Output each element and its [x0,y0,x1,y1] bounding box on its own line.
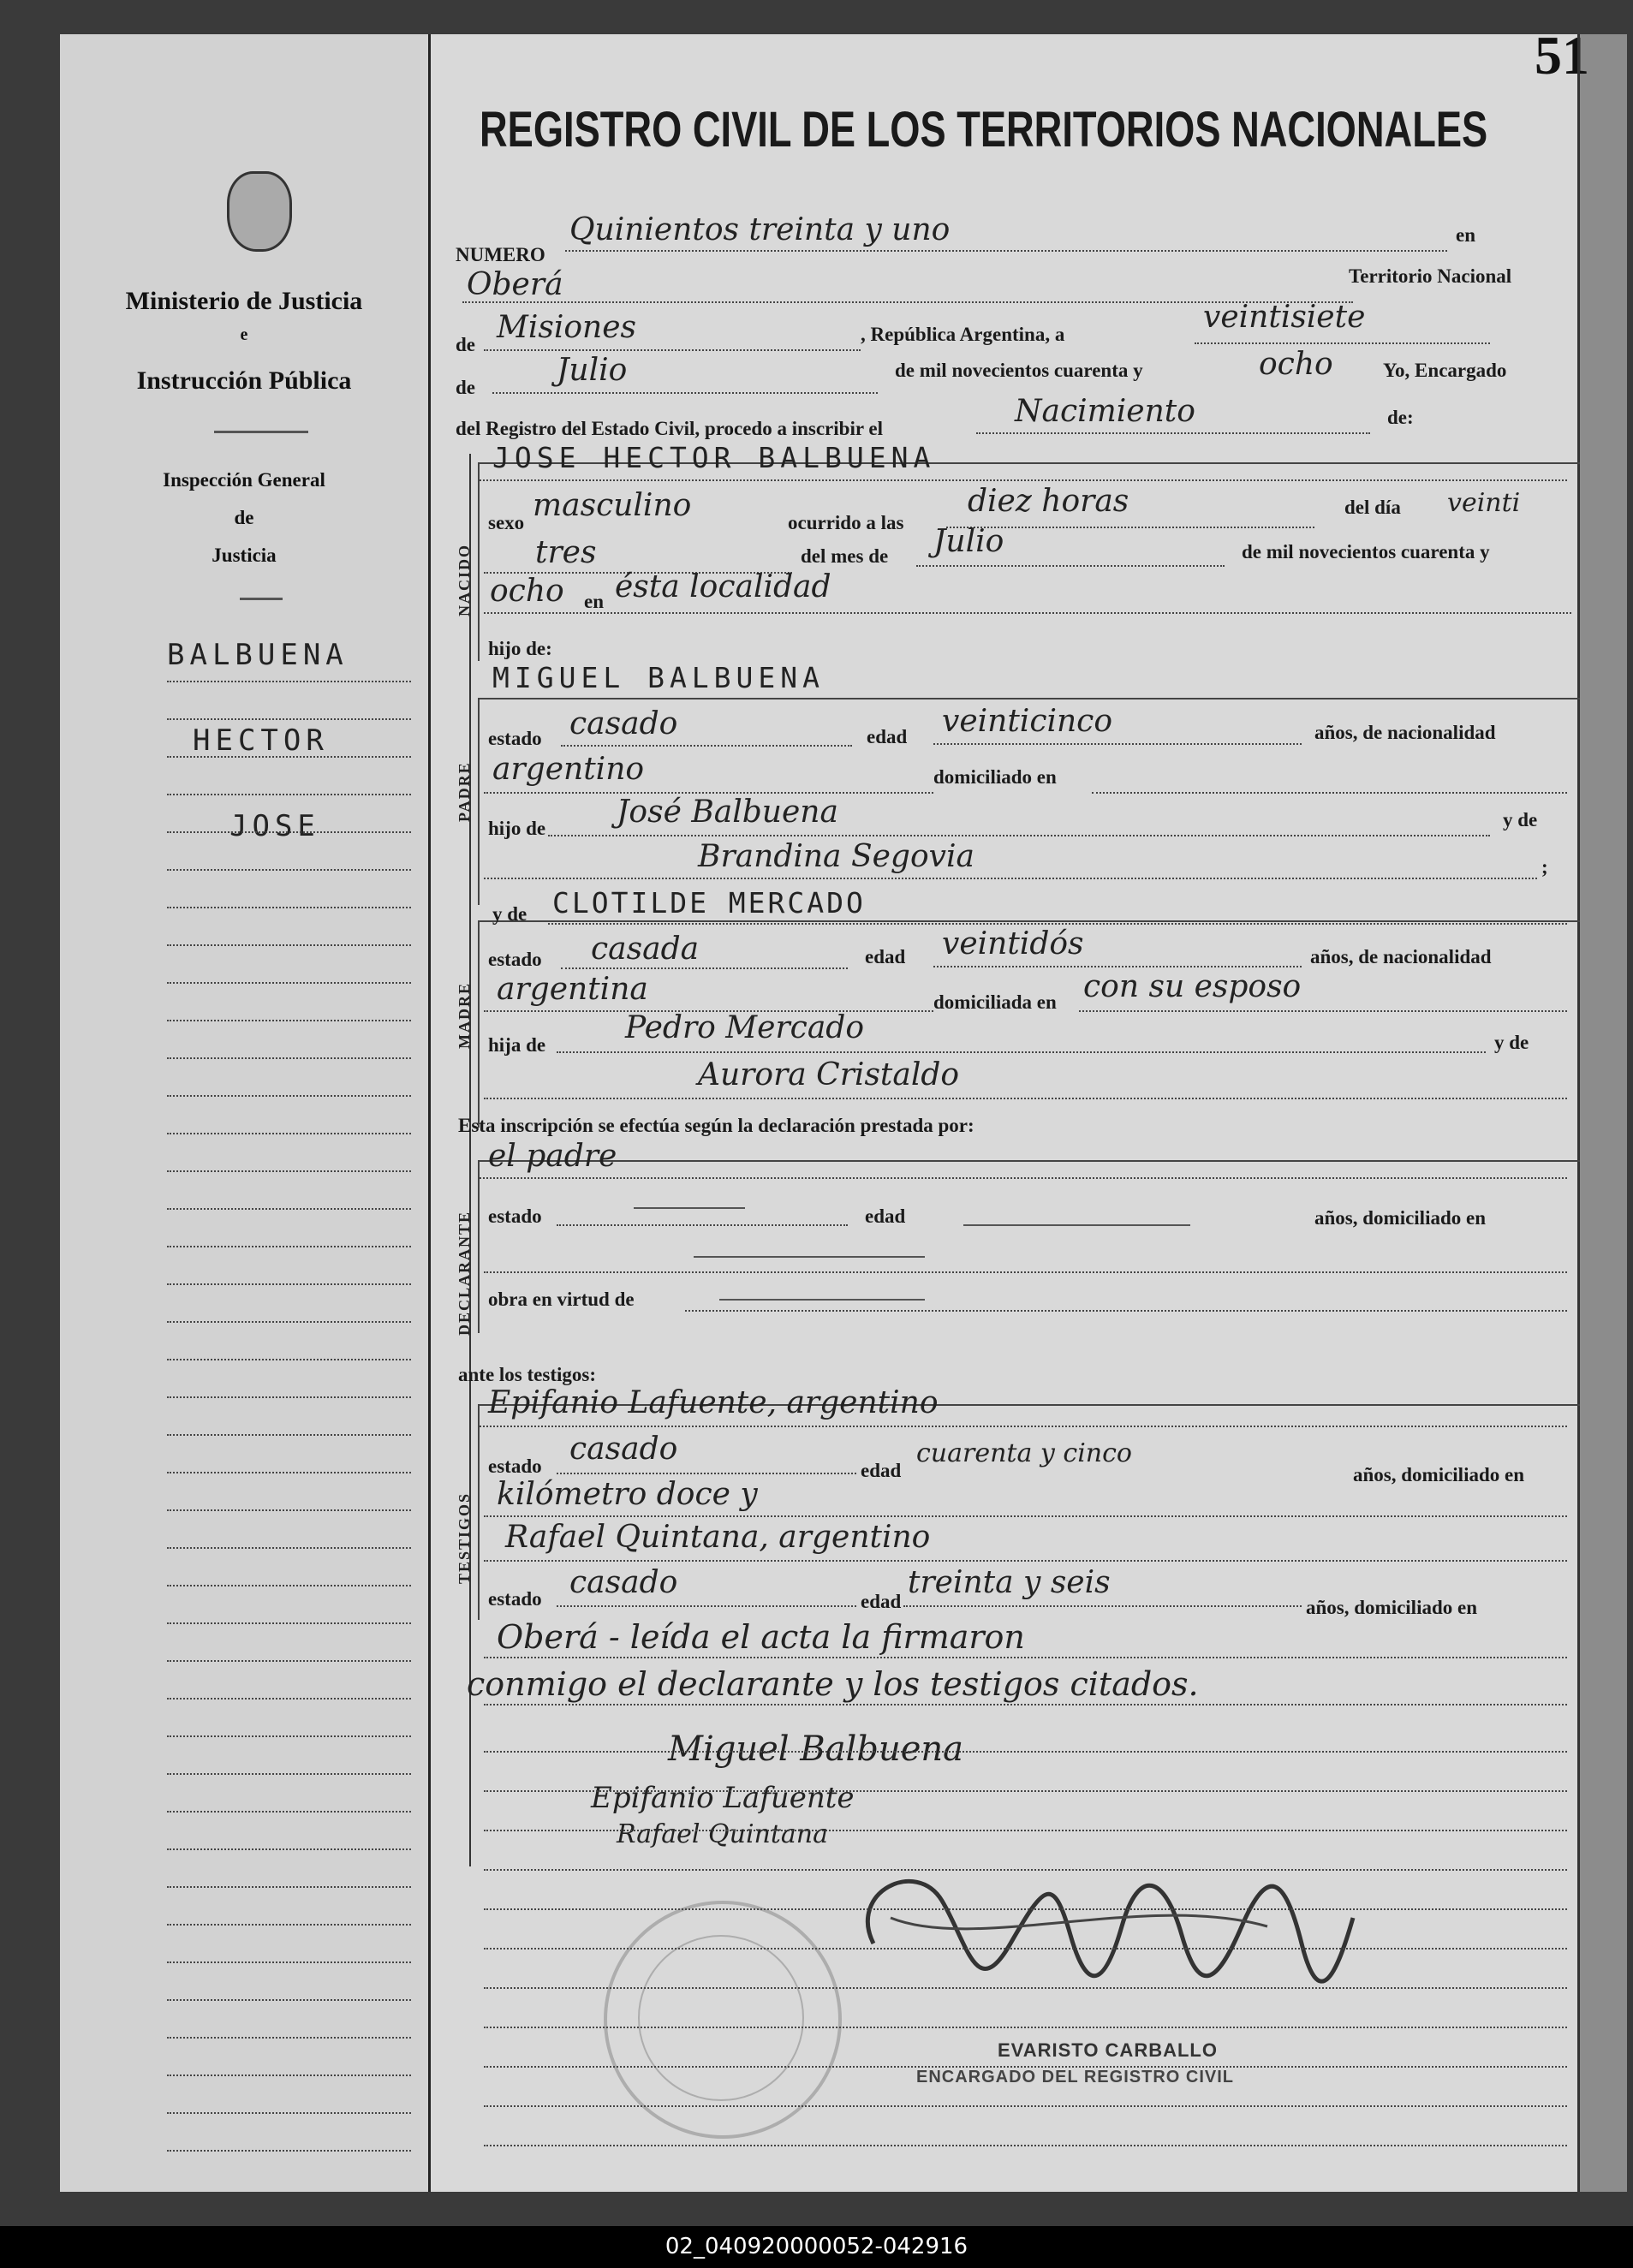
dotline [480,698,1567,699]
label-anos-dom-testigo1: años, domiciliado en [1353,1464,1525,1485]
section-label-declarante: DECLARANTE [456,1210,473,1336]
margin-ruled-line [167,1509,411,1511]
label-de-mil-y: de mil novecientos cuarenta y [1242,541,1490,563]
entry-dia-nac1: veinti [1447,488,1521,518]
label-domiciliado-padre: domiciliado en [933,766,1057,788]
label-inscripcion: Esta inscripción se efectúa según la declaración prestada por: [458,1115,974,1136]
entry-dia-nac2: tres [535,535,597,570]
dotline [557,1051,1486,1053]
entry-cierre2: conmigo el declarante y los testigos citados. [467,1665,1199,1703]
label-de-mil: de mil novecientos cuarenta y [895,360,1143,381]
ministry-line1: Ministerio de Justicia [125,287,363,315]
ministry-line3: Instrucción Pública [136,366,352,395]
form-left-rule [469,454,471,1866]
margin-ruled-line [167,1585,411,1586]
margin-ruled-line [167,718,411,720]
label-del-registro: del Registro del Estado Civil, procedo a inscribir el [456,418,883,439]
label-domiciliada: domiciliada en [933,991,1057,1013]
margin-ruled-line [167,1170,411,1172]
label-anos-nac-padre: años, de nacionalidad [1314,722,1496,743]
ministry-line2: e [240,325,248,344]
dotline [1092,792,1567,794]
margin-ruled-line [167,2075,411,2076]
label-estado-madre: estado [488,949,542,970]
dotline [484,1657,1567,1658]
entry-testigo1-dom: kilómetro doce y [497,1477,758,1512]
page-ruled-line [484,1830,1567,1831]
margin-ruled-line [167,2150,411,2152]
label-anos-dom-declarante: años, domiciliado en [1314,1207,1487,1229]
image-caption: 02_040920000052-042916 [0,2226,1633,2268]
dash-estado [634,1207,745,1209]
dotline [484,1515,1567,1517]
dotline [484,612,1571,614]
margin-ruled-line [167,944,411,946]
label-obra: obra en virtud de [488,1289,635,1310]
entry-lugar-nac: ésta localidad [615,569,831,604]
left-margin-column [60,34,431,2192]
label-edad-testigo2: edad [861,1591,902,1612]
dotline [685,1310,1567,1312]
label-territorio: Territorio Nacional [1349,265,1512,287]
label-hija-de: hija de [488,1034,546,1056]
dotline [484,1098,1567,1099]
margin-ruled-line [167,681,411,682]
entry-testigo1-estado: casado [569,1432,678,1467]
entry-padre-edad: veinticinco [942,704,1113,739]
margin-ruled-line [167,1321,411,1323]
dotline [492,392,878,394]
inspeccion-line1: Inspección General [163,469,325,491]
entry-acto: Nacimiento [1015,394,1195,429]
section-label-nacido: NACIDO [456,543,473,616]
officer-name: EVARISTO CARBALLO [998,2039,1218,2061]
dotline [484,1271,1567,1273]
label-anos-nac-madre: años, de nacionalidad [1310,946,1492,967]
page-ruled-line [484,2145,1567,2146]
margin-ruled-line [167,1698,411,1700]
dotline [557,1605,856,1607]
margin-ruled-line [167,1434,411,1436]
margin-name1: HECTOR [193,723,329,758]
page-title: REGISTRO CIVIL DE LOS TERRITORIOS NACIONALES [480,102,1488,158]
entry-madre-dom: con su esposo [1083,969,1302,1004]
label-edad-padre: edad [867,726,908,747]
entry-madre-madre: Aurora Cristaldo [698,1057,960,1092]
entry-madre: CLOTILDE MERCADO [552,886,866,920]
margin-ruled-line [167,1396,411,1398]
entry-madre-padre: Pedro Mercado [625,1010,864,1045]
margin-ruled-line [167,869,411,871]
margin-ruled-line [167,1095,411,1097]
dotline [1079,1010,1567,1012]
margin-ruled-line [167,831,411,833]
margin-ruled-line [167,1622,411,1624]
margin-ruled-line [167,756,411,758]
page-ruled-line [484,2027,1567,2028]
margin-ruled-line [167,1472,411,1473]
entry-testigo2: Rafael Quintana, argentino [505,1520,931,1555]
declarante-bracket [478,1160,1580,1333]
label-yo-encargado: Yo, Encargado [1383,360,1507,381]
entry-madre-estado: casada [591,932,700,967]
entry-padre: MIGUEL BALBUENA [492,661,825,694]
label-estado-declarante: estado [488,1205,542,1227]
entry-dia: veintisiete [1203,300,1366,335]
dotline [484,1704,1567,1705]
dotline [484,878,1537,879]
margin-surname: BALBUENA [167,638,349,672]
label-hijo-de: hijo de: [488,638,552,659]
margin-ruled-line [167,1283,411,1285]
page-ruled-line [484,2066,1567,2068]
dotline [557,1224,848,1226]
label-del-dia: del día [1344,497,1401,518]
entry-declarante: el padre [488,1139,617,1174]
label-edad-madre: edad [865,946,906,967]
page-ruled-line [484,1790,1567,1792]
dotline [561,967,848,969]
entry-anio-nac: ocho [490,574,564,609]
margin-ruled-line [167,1133,411,1134]
entry-mes: Julio [557,353,628,388]
margin-ruled-line [167,2112,411,2114]
entry-mes-nac: Julio [933,524,1004,559]
margin-ruled-line [167,2037,411,2039]
dotline [565,250,1447,252]
margin-ruled-line [167,1773,411,1775]
entry-lugar: Oberá [467,267,563,302]
entry-madre-edad: veintidós [942,926,1084,961]
label-sexo: sexo [488,512,525,533]
dotline [976,432,1370,434]
coat-of-arms-icon [227,171,292,252]
officer-signature [839,1841,1370,2021]
margin-ruled-line [167,1848,411,1850]
entry-sexo: masculino [533,488,692,523]
margin-ruled-line [167,1886,411,1888]
margin-ruled-line [167,1547,411,1549]
section-label-padre: PADRE [456,761,473,822]
page-ruled-line [484,1751,1567,1753]
dotline [1195,342,1490,344]
dotline [933,743,1302,745]
label-de-colon: de: [1387,407,1414,428]
margin-ruled-line [167,1961,411,1963]
signature-padre: Miguel Balbuena [668,1729,963,1769]
civil-registry-stamp-inner [638,1935,804,2101]
dash-edad [963,1224,1190,1226]
margin-ruled-line [167,907,411,908]
entry-anio: ocho [1259,347,1333,382]
dotline [480,1177,1567,1179]
inspeccion-line3: Justicia [212,545,277,566]
dash-domicilio [694,1256,925,1258]
entry-hora: diez horas [968,484,1129,519]
page-ruled-line [484,1948,1567,1950]
page-edge [1580,34,1627,2192]
label-y-de-padre: y de [1503,809,1538,830]
margin-ruled-line [167,1246,411,1247]
label-y-de-madre-name: y de [492,903,527,925]
page-ruled-line [484,1908,1567,1910]
label-estado-padre: estado [488,728,542,749]
margin-ruled-line [167,1208,411,1210]
entry-testigo2-edad: treinta y seis [908,1565,1111,1600]
dotline [548,835,1490,836]
label-y-de-madre: y de [1494,1032,1529,1053]
signature-testigo2: Rafael Quintana [617,1819,829,1849]
inspeccion-line2: de [234,507,254,528]
label-ocurrido: ocurrido a las [788,512,904,533]
folio-number: 51 [1535,25,1589,86]
entry-padre-estado: casado [569,706,678,741]
page-ruled-line [484,1869,1567,1871]
label-numero: NUMERO [456,244,545,265]
entry-testigo2-estado: casado [569,1565,678,1600]
label-anos-dom-testigo2: años, domiciliado en [1306,1597,1478,1618]
label-hijo-de-2: hijo de [488,818,546,839]
signature-testigo1: Epifanio Lafuente [591,1781,855,1815]
entry-territorio: Misiones [497,310,637,345]
margin-ruled-line [167,1924,411,1926]
label-de: de [456,334,475,355]
label-en-lugar: en [584,591,604,612]
dotline [484,1560,1567,1562]
dotline [480,479,1567,481]
inspeccion-divider [240,598,283,600]
page-ruled-line [484,1987,1567,1989]
dotline [933,966,1302,967]
label-edad-testigo1: edad [861,1460,902,1481]
margin-ruled-line [167,982,411,984]
entry-nombre: JOSE HECTOR BALBUENA [492,441,936,474]
margin-ruled-line [167,1735,411,1737]
dotline [484,349,861,351]
entry-madre-nac: argentina [497,972,648,1007]
entry-testigo1-edad: cuarenta y cinco [916,1438,1132,1468]
ministry-divider [214,431,308,433]
margin-ruled-line [167,1359,411,1360]
entry-cierre1: Oberá - leída el acta la firmaron [497,1618,1025,1656]
label-de-2: de [456,377,475,398]
margin-ruled-line [167,1660,411,1662]
entry-padre-padre: José Balbuena [617,795,838,830]
label-del-mes: del mes de [801,545,889,567]
page-ruled-line [484,2105,1567,2107]
margin-ruled-line [167,794,411,795]
section-label-testigos: TESTIGOS [456,1491,473,1584]
entry-numero: Quinientos treinta y uno [569,212,951,247]
section-label-madre: MADRE [456,982,473,1049]
entry-padre-madre: Brandina Segovia [698,839,974,874]
label-ante-testigos: ante los testigos: [458,1364,596,1385]
margin-ruled-line [167,1811,411,1813]
margin-ruled-line [167,1999,411,2001]
label-republica: , República Argentina, a [861,324,1065,345]
dash-obra [719,1299,925,1301]
entry-padre-nac: argentino [492,752,645,787]
dotline [561,745,852,747]
entry-testigo1: Epifanio Lafuente, argentino [488,1385,939,1420]
officer-title: ENCARGADO DEL REGISTRO CIVIL [916,2068,1234,2086]
margin-ruled-line [167,1020,411,1021]
label-en: en [1456,224,1475,246]
margin-ruled-line [167,1057,411,1059]
dotline [557,1473,856,1474]
dotline [484,792,933,794]
label-edad-declarante: edad [865,1205,906,1227]
dotline [548,923,1567,925]
label-estado-testigo2: estado [488,1588,542,1610]
dotline [903,1605,1302,1607]
label-estado-testigo1: estado [488,1455,542,1477]
dotline [916,565,1225,567]
margin-name2: JOSE [229,809,320,843]
label-semicolon: ; [1541,856,1548,878]
dotline [480,1426,1567,1427]
